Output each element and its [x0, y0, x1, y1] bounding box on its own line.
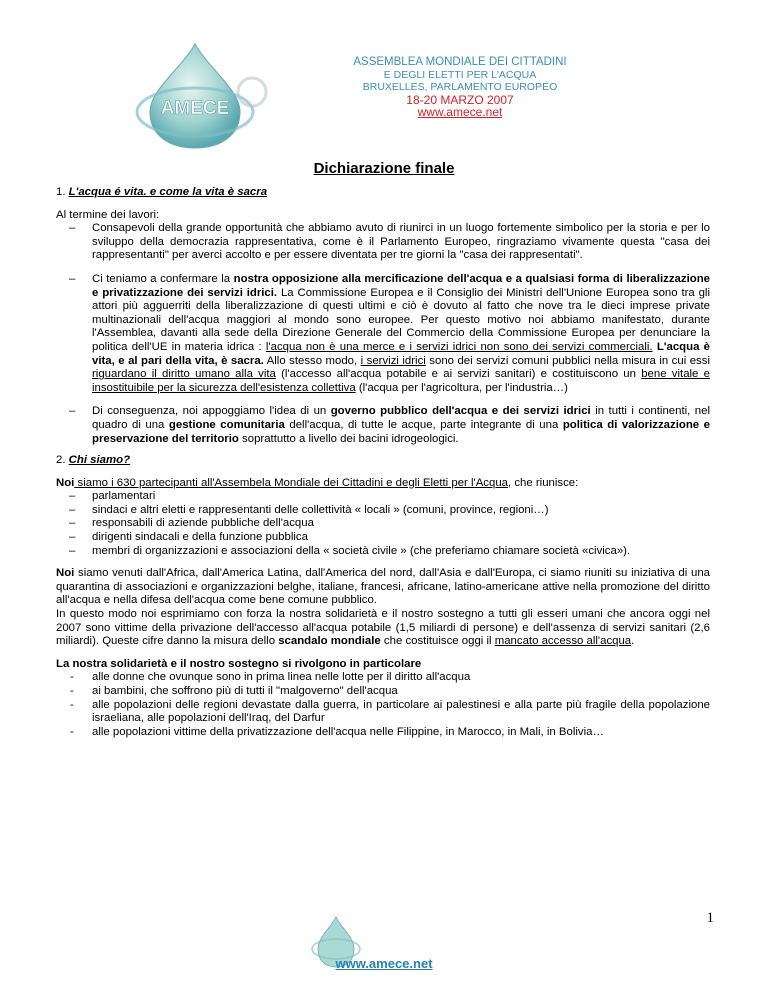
header-website-link[interactable]: www.amece.net	[417, 105, 503, 119]
list-item: - alle popolazioni delle regioni devastate dalla guerra, in particolare ai palestinesi e alla parte più fragile della popolazione israeliana, alle popolazioni dell'Iraq, del Darfur	[56, 699, 710, 726]
section-1-heading: 1. L'acqua é vita. e come la vita è sacra	[56, 186, 268, 198]
event-header	[330, 56, 590, 120]
participants-list	[56, 490, 710, 558]
page-number: 1	[706, 910, 714, 926]
solidarity-heading: La nostra solidarietà e il nostro sostegno si rivolgono in particolare	[56, 657, 422, 670]
document-body	[56, 186, 710, 739]
svg-text:AMECE: AMECE	[160, 98, 230, 119]
page-title: Dichiarazione finale	[313, 160, 455, 177]
event-dates: 18-20 MARZO 2007	[406, 92, 514, 107]
event-place: BRUXELLES, PARLAMENTO EUROPEO	[362, 81, 558, 93]
section-2-heading: 2. Chi siamo?	[56, 454, 131, 467]
org-name-line1: ASSEMBLEA MONDIALE DEI CITTADINI	[353, 56, 567, 68]
list-item: – membri di organizzazioni e associazioni della « società civile » (che preferiamo chiamare società «civica»).	[56, 545, 710, 559]
list-item: - alle donne che ovunque sono in prima linea nelle lotte per il diritto all'acqua	[56, 671, 710, 685]
paragraph-origin: Noi siamo venuti dall'Africa, dall'America Latina, dall'America del nord, dall'Asia e dall'Europa, ci siamo riuniti su iniziativa di una quarantina di associazioni e organizzazioni belghe, italiane, francesi, africane, latino-americane attive nella promozione del diritto all'acqua e nella difesa dell'acqua come bene comune pubblico.	[56, 567, 710, 607]
list-item: – parlamentari	[56, 490, 710, 504]
solidarity-list	[56, 671, 710, 739]
list-item: – Di conseguenza, noi appoggiamo l'idea di un governo pubblico dell'acqua e dei servizi idrici in tutti i continenti, nel quadro di una gestione comunitaria dell'acqua, di tutte le acque, parte integrante di una politica di valorizzazione e preservazione del territorio soprattutto a livello dei bacini idrogeologici.	[56, 405, 710, 446]
list-item: – responsabili di aziende pubbliche dell'acqua	[56, 517, 710, 531]
list-item: – sindaci e altri eletti e rappresentanti delle collettività « locali » (comuni, province, regioni…)	[56, 504, 710, 518]
list-item: – Consapevoli della grande opportunità che abbiamo avuto di riunirci in un luogo fortemente simbolico per la storia e per lo sviluppo della democrazia rappresentativa, come è il Parlamento Europeo, ringraziamo vivamente questa "casa dei rappresentanti" per averci accolto e per essere diventata per tre giorni la "casa dei rappresentati".	[56, 222, 710, 263]
section-1-intro: Al termine dei lavori:	[56, 208, 160, 221]
section-2-intro: Noi siamo i 630 partecipanti all'Assembela Mondiale dei Cittadini e degli Eletti per l'Acqua, che riunisce:	[56, 476, 579, 489]
list-item: - ai bambini, che soffrono più di tutti il "malgoverno" dell'acqua	[56, 685, 710, 699]
footer-website-link[interactable]: www.amece.net	[335, 956, 433, 971]
list-item: – Ci teniamo a confermare la nostra opposizione alla mercificazione dell'acqua e a qualsiasi forma di liberalizzazione e privatizzazione dei servizi idrici. La Commissione Europea e il Consiglio dei Ministri dell'Unione Europea sono tra gli attori più agguerriti della liberalizzazione di questi ultimi e ciò è dovuto al fatto che nove tra le dieci imprese private multinazionali dell'acqua maggiori al mondo sono europee. Per questo motivo noi abbiamo manifestato, durante l'Assemblea, davanti alla sede della Direzione Generale del Commercio della Commissione Europea per denunciare la politica dell'UE in materia idrica : l'acqua non è una merce e i servizi idrici non sono dei servizi commerciali. L'acqua è vita, e al pari della vita, è sacra. Allo stesso modo, i servizi idrici sono dei servizi comuni pubblici nella misura in cui essi riguardano il diritto umano alla vita (l'accesso all'acqua potabile e ai servizi sanitari) e costituiscono un bene vitale e insostituibile per la sicurezza dell'esistenza collettiva (l'acqua per l'agricoltura, per l'industria…)	[56, 273, 710, 395]
org-name-line2: E DEGLI ELETTI PER L'ACQUA	[383, 68, 537, 81]
list-item: - alle popolazioni vittime della privatizzazione dell'acqua nelle Filippine, in Marocco, in Mali, in Bolivia…	[56, 726, 710, 740]
list-item: – dirigenti sindacali e della funzione pubblica	[56, 531, 710, 545]
paragraph-solidarity: In questo modo noi esprimiamo con forza la nostra solidarietà e il nostro sostegno a tutti gli esseri umani che ancora oggi nel 2007 sono vittime della privazione dell'accesso all'acqua potabile (1,5 miliardi di persone) e dell'assenza di servizi sanitari (2,6 miliardi). Queste cifre danno la misura dello scandalo mondiale che costituisce oggi il mancato accesso all'acqua.	[56, 608, 710, 648]
section-1-list	[56, 222, 710, 446]
amece-logo	[100, 40, 290, 150]
